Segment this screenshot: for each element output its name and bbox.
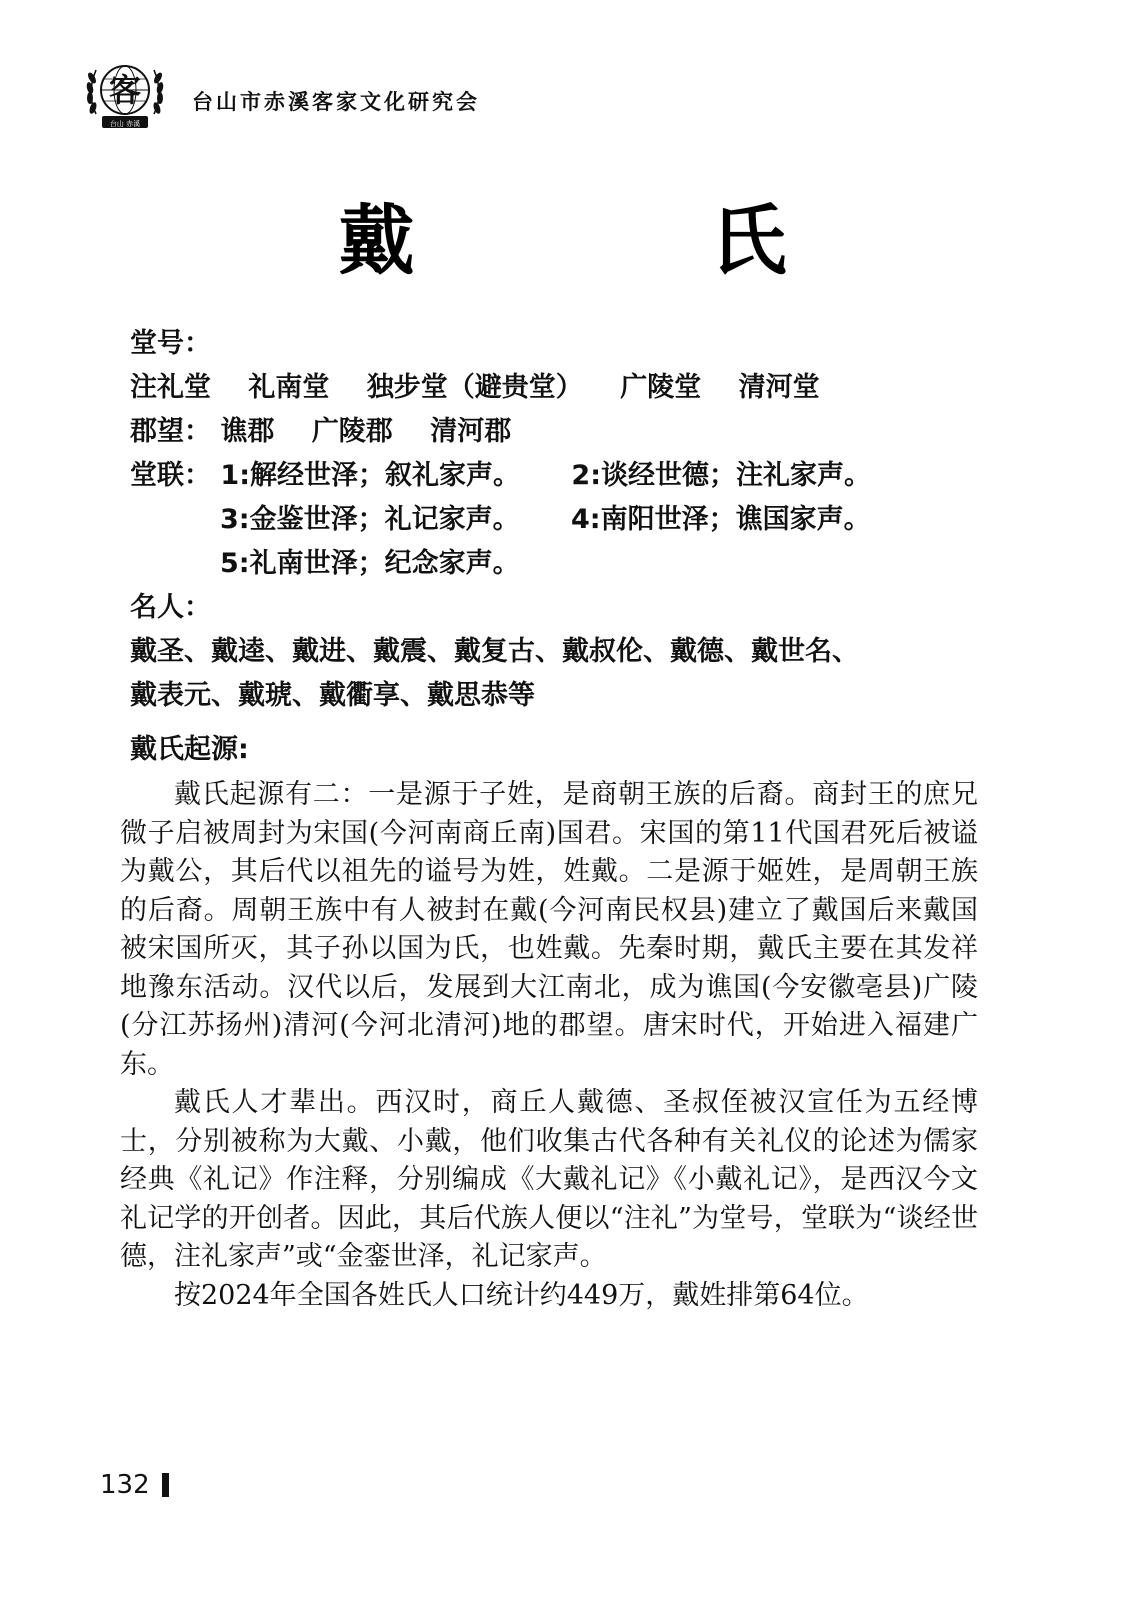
tanglian-row: [130, 454, 1030, 498]
tanglian-item: 1:解经世泽；叙礼家声。: [220, 460, 520, 491]
tanglian-item: 4:南阳世泽；谯国家声。: [571, 504, 871, 535]
mingren-line: 戴圣、戴逵、戴进、戴震、戴复古、戴叔伦、戴德、戴世名、: [130, 636, 859, 667]
tanglian-item: 2:谈经世德；注礼家声。: [571, 460, 871, 491]
tanghao-item: 独步堂（避贵堂）: [366, 372, 583, 403]
junwang-item: 清河郡: [430, 416, 512, 447]
origin-paragraph: 按2024年全国各姓氏人口统计约449万，戴姓排第64位。: [174, 1279, 869, 1311]
surname-info-block: [130, 322, 1030, 718]
mingren-label: 名人：: [130, 592, 211, 623]
origin-paragraph: 戴氏起源有二：一是源于子姓，是商朝王族的后裔。商封王的庶兄微子启被周封为宋国(今河南商丘南)国君。宋国的第11代国君死后被谥为戴公，其后代以祖先的谥号为姓，姓戴。二是源于姬姓，是周朝王族的后裔。周朝王族中有人被封在戴(今河南民权县)建立了戴国后来戴国被宋国所灭，其子孙以国为氏，也姓戴。先秦时期，戴氏主要在其发祥地豫东活动。汉代以后，发展到大江南北，成为谯国(今安徽亳县)广陵(分江苏扬州)清河(今河北清河)地的郡望。唐宋时代，开始进入福建广东。: [120, 779, 978, 1080]
tanglian-row: [130, 498, 1030, 542]
origin-body: [120, 776, 978, 1315]
junwang-item: 广陵郡: [311, 416, 393, 447]
tanglian-row: [130, 542, 1030, 586]
wreath-globe-emblem-icon: [82, 52, 168, 136]
page-marker-bar: [162, 1473, 169, 1497]
page-header: [82, 52, 682, 136]
tanghao-list: [130, 366, 1030, 410]
tanghao-item: 清河堂: [738, 372, 820, 403]
page-number: 132: [100, 1470, 150, 1500]
page-footer: [100, 1470, 169, 1500]
tanghao-label: 堂号：: [130, 328, 211, 359]
svg-text:台山 赤溪: 台山 赤溪: [109, 120, 141, 128]
page-title: 戴 氏: [338, 196, 897, 285]
mingren-line: 戴表元、戴琥、戴衢享、戴思恭等: [130, 680, 535, 711]
junwang-item: 谯郡: [220, 416, 275, 447]
tanglian-item: 5:礼南世泽；纪念家声。: [220, 548, 520, 579]
junwang-label: 郡望：: [130, 416, 211, 447]
svg-text:客: 客: [108, 71, 142, 109]
origin-heading: 戴氏起源:: [130, 734, 249, 765]
origin-paragraph: 戴氏人才辈出。西汉时，商丘人戴德、圣叔侄被汉宣任为五经博士，分别被称为大戴、小戴，他们收集古代各种有关礼仪的论述为儒家经典《礼记》作注释，分别编成《大戴礼记》《小戴礼记》，是西汉今文礼记学的开创者。因此，其后代族人便以“注礼”为堂号，堂联为“谈经世德，注礼家声”或“金銮世泽，礼记家声。: [120, 1087, 978, 1272]
tanghao-item: 注礼堂: [130, 372, 211, 403]
organization-name: 台山市赤溪客家文化研究会: [192, 89, 480, 114]
tanghao-item: 礼南堂: [248, 372, 330, 403]
tanglian-label: 堂联：: [130, 460, 211, 491]
junwang-row: [130, 410, 1030, 454]
tanghao-item: 广陵堂: [620, 372, 702, 403]
tanglian-item: 3:金鉴世泽；礼记家声。: [220, 504, 520, 535]
